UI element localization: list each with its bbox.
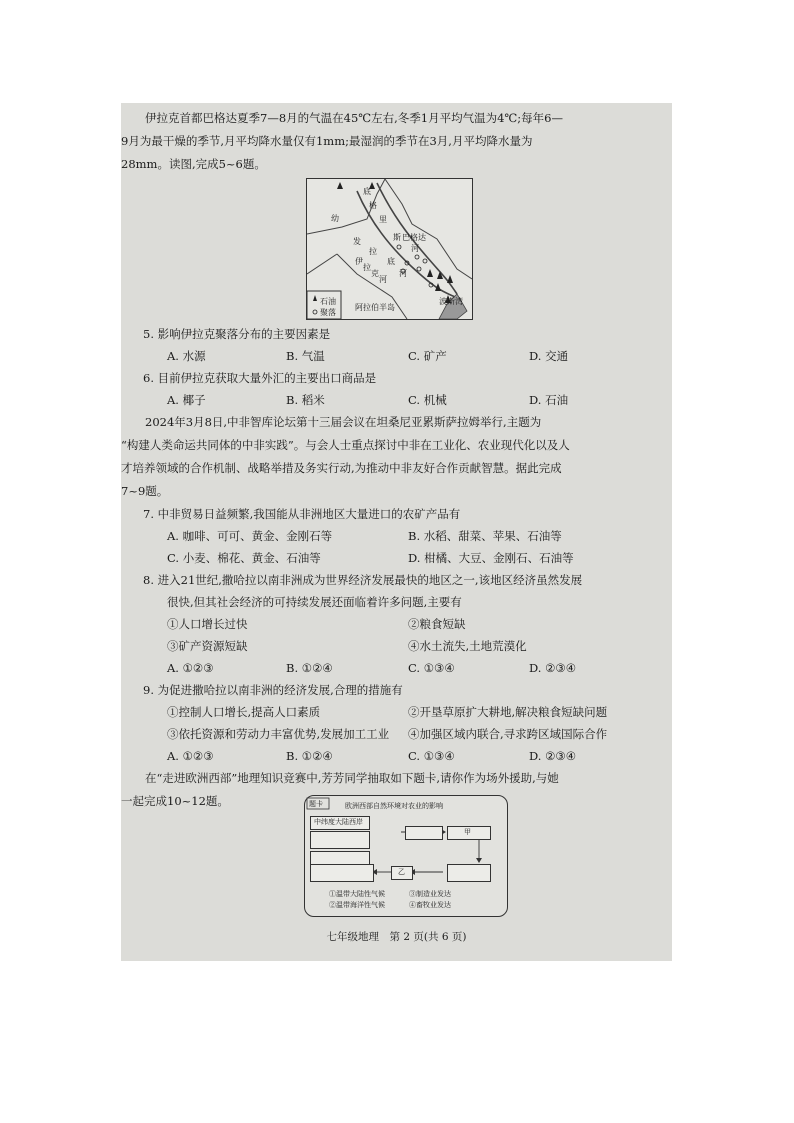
q5-stem: 5. 影响伊拉克聚落分布的主要因素是 — [143, 327, 331, 341]
q6-option-a: A. 椰子 — [167, 393, 206, 407]
q7-stem: 7. 中非贸易日益频繁,我国能从非洲地区大量进口的农矿产品有 — [143, 507, 461, 521]
map-label-persian-gulf: 波斯湾 — [439, 297, 463, 306]
q9-item-3: ③依托资源和劳动力丰富优势,发展加工工业 — [167, 727, 390, 741]
q8-option-c: C. ①③④ — [408, 661, 455, 675]
question-card — [304, 795, 508, 917]
card-box-top-left — [310, 816, 370, 830]
card-blank-box-4 — [447, 864, 491, 882]
card-box-yi — [391, 866, 413, 880]
exam-page — [121, 103, 672, 961]
intro-iraq-line1: 伊拉克首都巴格达夏季7—8月的气温在45℃左右,冬季1月平均气温为4℃;每年6— — [145, 111, 563, 125]
q6-option-c: C. 机械 — [408, 393, 447, 407]
map-label-sea-3: 克 — [371, 269, 379, 278]
q7-option-b: B. 水稻、甜菜、苹果、石油等 — [408, 529, 562, 543]
q9-stem: 9. 为促进撒哈拉以南非洲的经济发展,合理的措施有 — [143, 683, 403, 697]
map-label-tigris-4: 斯 — [393, 233, 401, 242]
map-label-tigris-2: 格 — [369, 201, 377, 210]
q7-option-a: A. 咖啡、可可、黄金、金刚石等 — [167, 529, 333, 543]
q8-option-a: A. ①②③ — [167, 661, 214, 675]
map-label-tigris-1: 底 — [363, 187, 371, 196]
intro-africa-line2: “构建人类命运共同体的中非实践”。与会人士重点探讨中非在工业化、农业现代化以及人 — [121, 438, 570, 452]
intro-africa-line4: 7~9题。 — [121, 484, 169, 498]
q9-option-d: D. ②③④ — [529, 749, 577, 763]
q8-item-1: ①人口增长过快 — [167, 617, 248, 631]
page-footer: 七年级地理 第 2 页(共 6 页) — [326, 931, 467, 943]
map-label-euphrates-1: 幼 — [331, 214, 339, 223]
card-title: 欧洲西部自然环境对农业的影响 — [345, 802, 443, 810]
map-label-sea-1: 伊 — [355, 257, 363, 266]
map-label-sea-4: 河 — [379, 275, 387, 284]
card-blank-box-1 — [310, 831, 370, 849]
q8-option-b: B. ①②④ — [286, 661, 333, 675]
q8-stem-line1: 8. 进入21世纪,撒哈拉以南非洲成为世界经济发展最快的地区之一,该地区经济虽然发展 — [143, 573, 583, 587]
map-legend-settlement: 聚落 — [320, 308, 336, 317]
card-legend-1: ①温带大陆性气候 — [329, 890, 385, 898]
card-legend-3: ③制造业发达 — [409, 890, 451, 898]
card-tag: 题卡 — [309, 800, 323, 808]
map-label-euphrates-2: 发 — [353, 237, 361, 246]
q9-option-a: A. ①②③ — [167, 749, 214, 763]
q8-stem-line2: 很快,但其社会经济的可持续发展还面临着许多问题,主要有 — [167, 595, 462, 609]
intro-africa-line3: 才培养领域的合作机制、战略举措及务实行动,为推动中非友好合作贡献智慧。据此完成 — [121, 461, 562, 475]
iraq-map — [306, 178, 473, 320]
q5-option-b: B. 气温 — [286, 349, 325, 363]
q5-option-d: D. 交通 — [529, 349, 569, 363]
q8-item-2: ②粮食短缺 — [408, 617, 466, 631]
intro-iraq-line3: 28mm。读图,完成5~6题。 — [121, 157, 266, 171]
card-blank-box-3 — [405, 826, 443, 840]
map-label-river-2: 河 — [399, 269, 407, 278]
q9-option-b: B. ①②④ — [286, 749, 333, 763]
q6-option-b: B. 稻米 — [286, 393, 325, 407]
card-legend-2: ②温带海洋性气候 — [329, 901, 385, 909]
card-box-top-left-label: 中纬度大陆西岸 — [314, 818, 363, 826]
card-box-yi-label: 乙 — [398, 868, 405, 876]
map-label-arabian-peninsula: 阿拉伯半岛 — [355, 303, 395, 312]
q9-item-1: ①控制人口增长,提高人口素质 — [167, 705, 321, 719]
map-label-tigris-3: 里 — [379, 215, 387, 224]
q8-item-3: ③矿产资源短缺 — [167, 639, 248, 653]
card-blank-box-5 — [310, 864, 374, 882]
q7-option-c: C. 小麦、棉花、黄金、石油等 — [167, 551, 321, 565]
q5-option-c: C. 矿产 — [408, 349, 447, 363]
map-label-sea-2: 拉 — [363, 263, 371, 272]
card-box-jia — [447, 826, 491, 840]
q9-item-2: ②开垦草原扩大耕地,解决粮食短缺问题 — [408, 705, 608, 719]
q7-option-d: D. 柑橘、大豆、金刚石、石油等 — [408, 551, 574, 565]
q6-option-d: D. 石油 — [529, 393, 569, 407]
intro-iraq-line2: 9月为最干燥的季节,月平均降水量仅有1mm;最湿润的季节在3月,月平均降水量为 — [121, 134, 533, 148]
map-label-euphrates-3: 拉 — [369, 247, 377, 256]
map-label-river-1: 河 — [411, 244, 419, 253]
q6-stem: 6. 目前伊拉克获取大量外汇的主要出口商品是 — [143, 371, 377, 385]
intro-africa-line1: 2024年3月8日,中非智库论坛第十三届会议在坦桑尼亚累斯萨拉姆举行,主题为 — [145, 415, 542, 429]
intro-europe-line2: 一起完成10~12题。 — [121, 794, 229, 808]
q9-item-4: ④加强区域内联合,寻求跨区域国际合作 — [408, 727, 608, 741]
q9-option-c: C. ①③④ — [408, 749, 455, 763]
q8-item-4: ④水土流失,土地荒漠化 — [408, 639, 527, 653]
q5-option-a: A. 水源 — [167, 349, 206, 363]
map-label-euphrates-4: 底 — [387, 257, 395, 266]
card-legend-4: ④畜牧业发达 — [409, 901, 451, 909]
card-box-jia-label: 甲 — [464, 828, 471, 836]
intro-europe-line1: 在“走进欧洲西部”地理知识竞赛中,芳芳同学抽取如下题卡,请你作为场外援助,与她 — [145, 771, 559, 785]
map-label-baghdad: 巴格达 — [402, 233, 426, 242]
map-legend-oil: 石油 — [320, 297, 336, 306]
q8-option-d: D. ②③④ — [529, 661, 577, 675]
